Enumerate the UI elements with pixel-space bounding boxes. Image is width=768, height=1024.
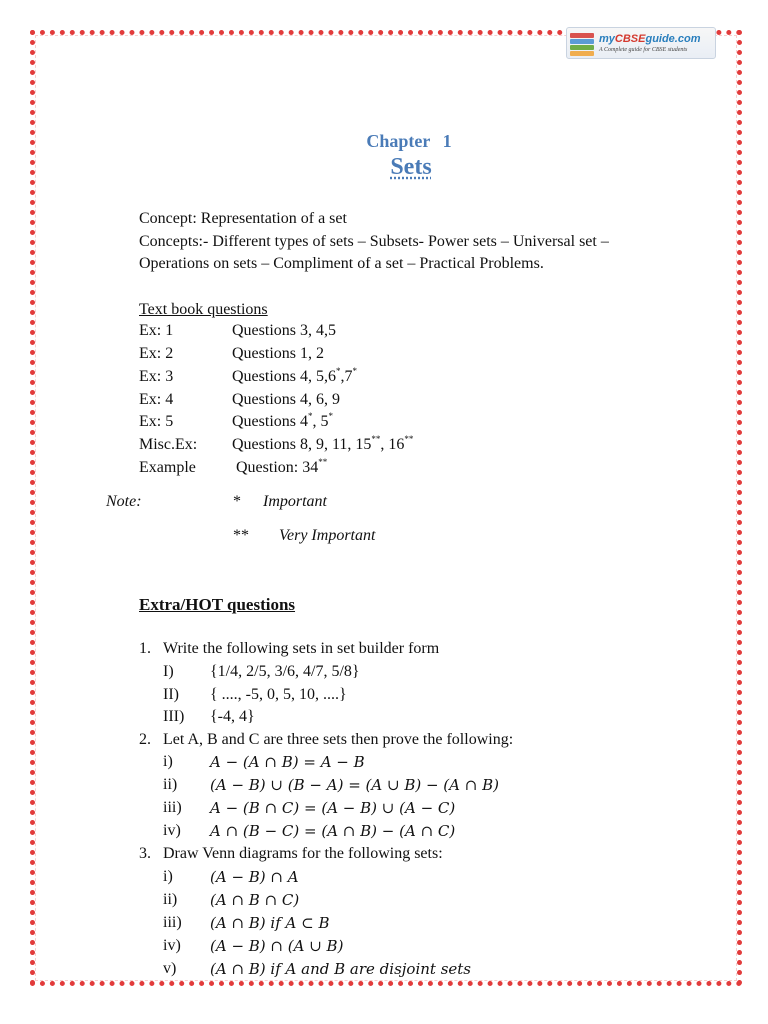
question-number: 2. — [139, 731, 151, 748]
question-text: Let A, B and C are three sets then prove the following: — [163, 731, 514, 748]
set-identity: (A − B) ∪ (B − A) = (A ∪ B) − (A ∩ B) — [210, 776, 499, 794]
venn-set: (A ∩ B ∩ C) — [210, 891, 300, 909]
note-label: Note: — [106, 493, 142, 510]
venn-set: (A − B) ∩ A — [210, 868, 299, 886]
concept-line: Concept: Representation of a set — [139, 210, 347, 227]
exercise-label: Example — [139, 459, 196, 476]
question-number: 1. — [139, 640, 151, 657]
exercise-questions: Questions 1, 2 — [232, 345, 324, 362]
roman-numeral: v) — [163, 960, 177, 977]
brand-text — [597, 34, 700, 53]
roman-numeral: i) — [163, 868, 173, 885]
hot-questions-heading: Extra/HOT questions — [139, 595, 296, 614]
exercise-questions: Questions 4, 5,6*,7* — [232, 366, 357, 385]
venn-set: (A ∩ B) if A ⊂ B — [210, 914, 330, 932]
exercise-label: Ex: 3 — [139, 368, 174, 385]
roman-numeral: II) — [163, 686, 179, 703]
exercise-label: Ex: 2 — [139, 345, 174, 362]
note-important: Important — [263, 493, 327, 510]
note-star-1: * — [233, 493, 241, 510]
question-text: Draw Venn diagrams for the following sets: — [163, 845, 443, 862]
textbook-heading: Text book questions — [139, 301, 268, 318]
exercise-label: Misc.Ex: — [139, 436, 198, 453]
brand-name: myCBSEguide.com — [599, 32, 701, 45]
books-icon — [567, 28, 597, 58]
set-expression: { ...., -5, 0, 5, 10, ....} — [210, 686, 347, 703]
roman-numeral: ii) — [163, 776, 178, 793]
roman-numeral: iv) — [163, 937, 181, 954]
exercise-label: Ex: 5 — [139, 413, 174, 430]
roman-numeral: ii) — [163, 891, 178, 908]
exercise-questions: Questions 3, 4,5 — [232, 322, 336, 339]
exercise-questions: Questions 8, 9, 11, 15**, 16** — [232, 434, 414, 453]
set-identity: A − (A ∩ B) = A − B — [210, 753, 365, 771]
exercise-label: Ex: 4 — [139, 391, 174, 408]
set-identity: A − (B ∩ C) = (A − B) ∪ (A − C) — [210, 799, 456, 817]
roman-numeral: iii) — [163, 914, 182, 931]
note-star-2: ** — [233, 527, 249, 544]
page-title: Sets — [390, 154, 432, 180]
brand-logo[interactable] — [566, 27, 716, 59]
venn-set: (A − B) ∩ (A ∪ B) — [210, 937, 344, 955]
set-expression: {-4, 4} — [210, 708, 255, 725]
brand-tagline: A Complete guide for CBSE students — [599, 46, 688, 53]
exercise-label: Ex: 1 — [139, 322, 174, 339]
exercise-questions: Question: 34** — [236, 457, 328, 476]
question-text: Write the following sets in set builder form — [163, 640, 440, 657]
roman-numeral: I) — [163, 663, 174, 680]
exercise-questions: Questions 4, 6, 9 — [232, 391, 340, 408]
set-expression: {1/4, 2/5, 3/6, 4/7, 5/8} — [210, 663, 360, 680]
roman-numeral: iii) — [163, 799, 182, 816]
note-very-important: Very Important — [279, 527, 376, 544]
roman-numeral: i) — [163, 753, 173, 770]
set-identity: A ∩ (B − C) = (A ∩ B) − (A ∩ C) — [210, 822, 456, 840]
chapter-label: Chapter 1 — [366, 131, 452, 151]
roman-numeral: III) — [163, 708, 185, 725]
concepts-line-1: Concepts:- Different types of sets – Subsets- Power sets – Universal set – — [139, 233, 609, 250]
exercise-questions: Questions 4*, 5* — [232, 411, 333, 430]
concepts-line-2: Operations on sets – Compliment of a set – Practical Problems. — [139, 255, 544, 272]
venn-set: (A ∩ B) if A and B are disjoint sets — [210, 960, 472, 978]
question-number: 3. — [139, 845, 151, 862]
roman-numeral: iv) — [163, 822, 181, 839]
